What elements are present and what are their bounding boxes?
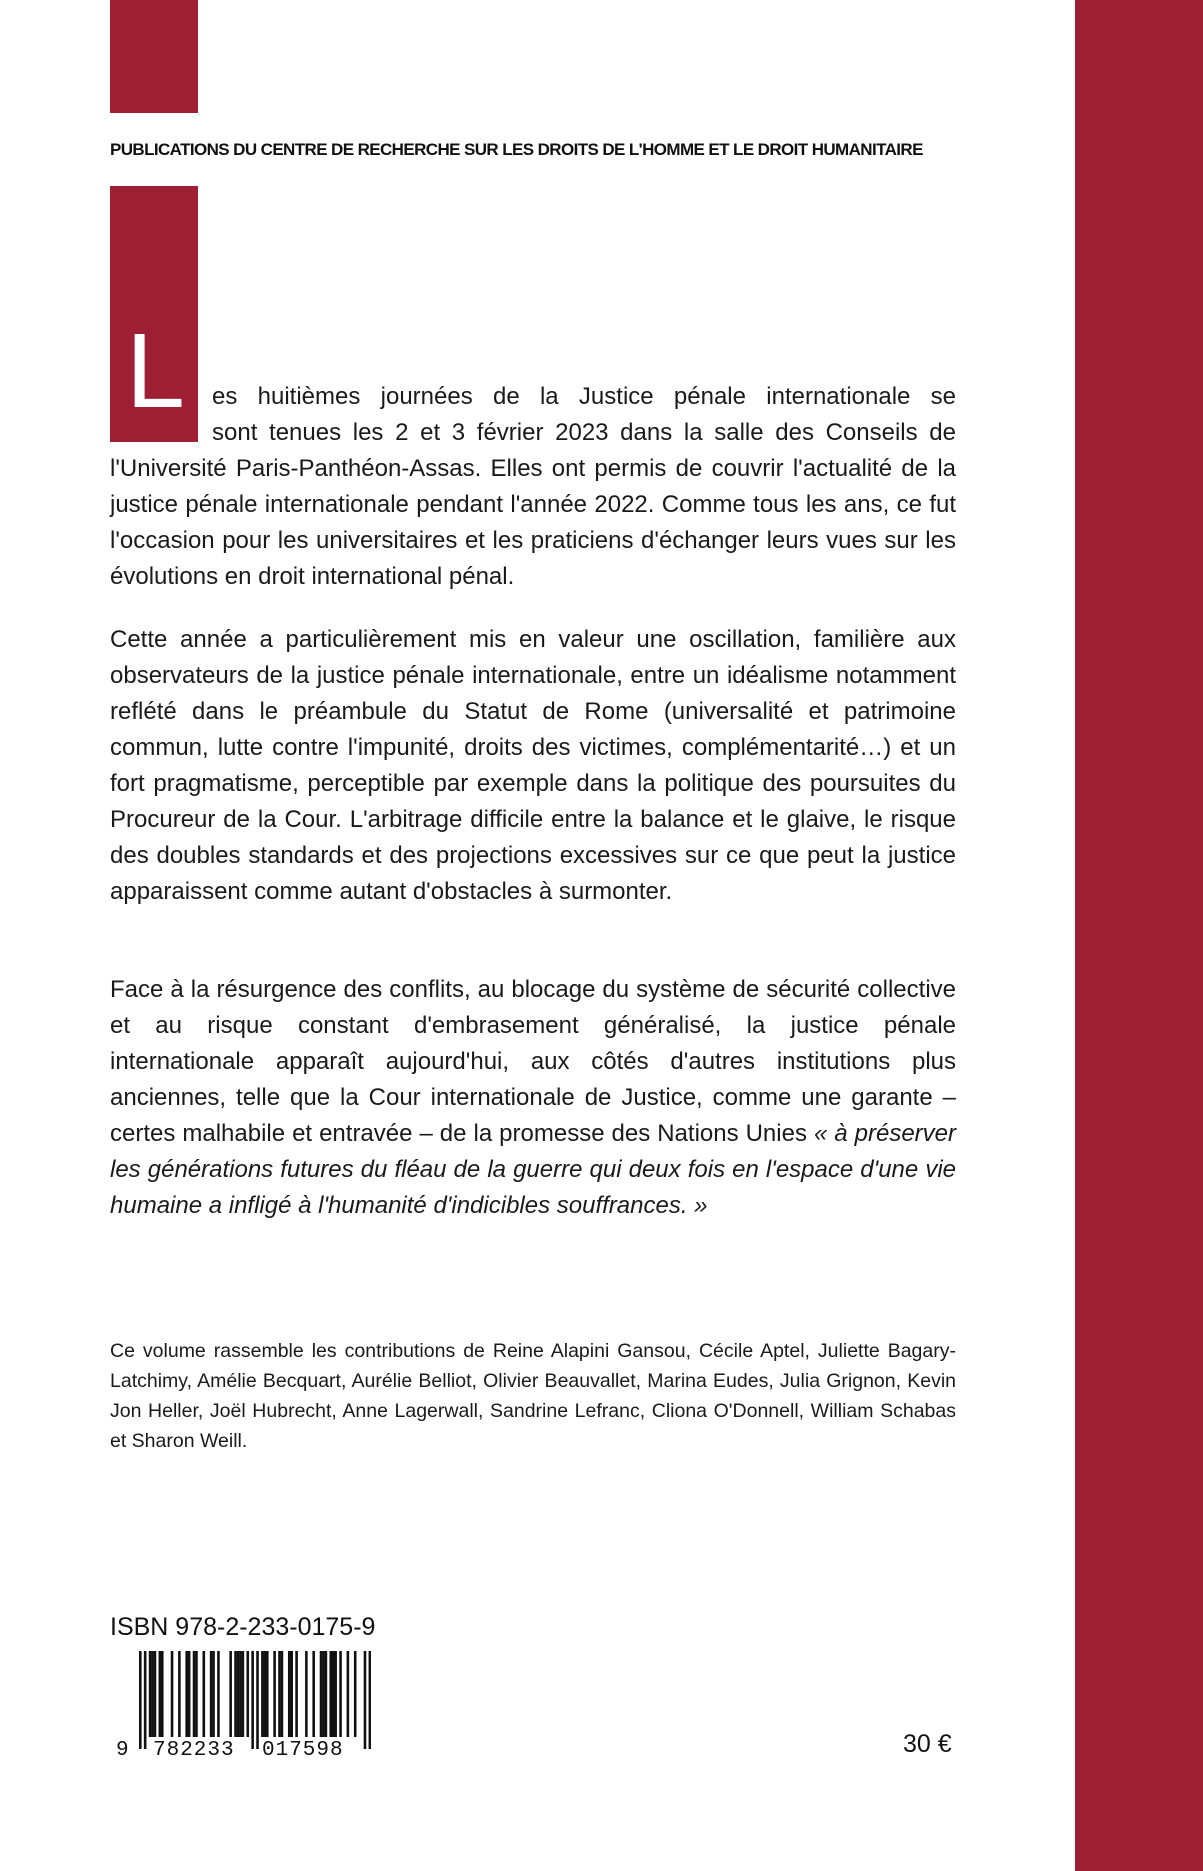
- paragraph-3: [110, 972, 956, 1224]
- barcode-bar: [246, 1651, 249, 1737]
- contributors-list: Ce volume rassemble les contributions de Reine Alapini Gansou, Cécile Aptel, Juliette Bagary-Latchimy, Amélie Becquart, Aurélie Belliot, Olivier Beauvallet, Marina Eudes, Julia Grignon, Kevin Jon Heller, Joël Hubrecht, Anne Lagerwall, Sandrine Lefranc, Cliona O'Donnell, William Schabas et Sharon Weill.: [110, 1340, 956, 1452]
- barcode-bar: [278, 1651, 281, 1737]
- barcode-bar: [251, 1651, 254, 1749]
- barcode-bar: [210, 1651, 213, 1737]
- barcode-bar: [171, 1651, 174, 1737]
- barcode-bar: [239, 1651, 242, 1737]
- barcode-bar: [264, 1651, 267, 1737]
- series-title: PUBLICATIONS DU CENTRE DE RECHERCHE SUR LES DROITS DE L'HOMME ET LE DROIT HUMANITAIRE: [110, 140, 923, 159]
- barcode-bar: [369, 1651, 371, 1749]
- barcode-bar: [144, 1651, 147, 1749]
- paragraph-1-line-1: es huitièmes journées de la Justice pénale internationale se: [212, 383, 956, 410]
- barcode-bar: [273, 1651, 276, 1737]
- paragraph-3-quote: « à préserver les générations futures du fléau de la guerre qui deux fois en l'espace d'une vie humaine a infligé à l'humanité d'indicibles souffrances. »: [110, 1120, 957, 1219]
- barcode-bar: [202, 1651, 205, 1737]
- barcode-bar: [178, 1651, 181, 1737]
- barcode-bar: [288, 1651, 291, 1737]
- barcode-bar: [334, 1651, 337, 1737]
- isbn: ISBN 978-2-233-0175-9: [110, 1613, 376, 1641]
- barcode-bar: [151, 1651, 154, 1737]
- paragraph-1-body: l'Université Paris-Panthéon-Assas. Elles ont permis de couvrir l'actualité de la justice pénale internationale pendant l'année 2022. Comme tous les ans, ce fut l'occasion pour les universitaires et les praticiens d'échanger leurs vues sur les évolutions en droit international pénal.: [110, 455, 956, 590]
- barcode-bar: [229, 1651, 232, 1737]
- paragraph-1-line-2: sont tenues les 2 et 3 février 2023 dans la salle des Conseils de: [212, 419, 956, 446]
- barcode-digit-lead: 9: [116, 1739, 129, 1762]
- barcode-bar: [242, 1651, 245, 1737]
- barcode-bar: [295, 1651, 298, 1737]
- barcode-bar: [212, 1651, 215, 1737]
- barcode-digits-left: 782233: [153, 1739, 235, 1762]
- top-color-block: [110, 0, 198, 113]
- barcode-bar: [312, 1651, 315, 1737]
- barcode-bar: [332, 1651, 335, 1737]
- barcode-bar: [322, 1651, 325, 1737]
- barcode-bars: [139, 1651, 371, 1749]
- barcode-bar: [234, 1651, 237, 1737]
- barcode-bar: [256, 1651, 259, 1749]
- barcode-bar: [188, 1651, 191, 1737]
- barcode-bar: [325, 1651, 328, 1737]
- dropcap-letter: L: [126, 312, 185, 430]
- barcode-bar: [329, 1651, 332, 1737]
- barcode-bar: [281, 1651, 284, 1737]
- barcode-bar: [347, 1651, 350, 1737]
- barcode-bar: [154, 1651, 157, 1737]
- paragraph-2: Cette année a particulièrement mis en valeur une oscillation, familière aux observateurs de la justice pénale internationale, entre un idéalisme notamment reflété dans le préambule du Statut de Rome (universalité et patrimoine commun, lutte contre l'impunité, droits des victimes, complémentarité…) et un fort pragmatisme, perceptible par exemple dans la politique des poursuites du Procureur de la Cour. L'arbitrage difficile entre la balance et le glaive, le risque des doubles standards et des projections excessives sur ce que peut la justice apparaissent comme autant d'obstacles à surmonter.: [110, 626, 956, 905]
- barcode-bar: [354, 1651, 357, 1737]
- barcode-bar: [237, 1651, 240, 1737]
- barcode-bar: [195, 1651, 198, 1737]
- barcode-bar: [159, 1651, 162, 1737]
- barcode-digits-right: 017598: [262, 1739, 344, 1762]
- barcode-bar: [339, 1651, 342, 1737]
- price: 30 €: [903, 1730, 952, 1758]
- barcode-bar: [290, 1651, 293, 1737]
- barcode-bar: [305, 1651, 308, 1737]
- barcode-bar: [261, 1651, 264, 1737]
- barcode-bar: [364, 1651, 367, 1749]
- barcode-bar: [161, 1651, 164, 1737]
- barcode-bar: [185, 1651, 188, 1737]
- barcode-bar: [320, 1651, 323, 1737]
- barcode-bar: [266, 1651, 269, 1737]
- barcode-bar: [217, 1651, 220, 1737]
- barcode-bar: [193, 1651, 196, 1737]
- right-color-band: [1075, 0, 1203, 1871]
- paragraph-3-text: Face à la résurgence des conflits, au blocage du système de sécurité collective et au risque constant d'embrasement généralisé, la justice pénale internationale apparaît aujourd'hui, aux côtés d'autres institutions plus anciennes, telle que la Cour internationale de Justice, comme une garante – certes malhabile et entravée – de la promesse des Nations Unies: [110, 976, 956, 1147]
- barcode-bar: [149, 1651, 152, 1737]
- barcode-bar: [139, 1651, 142, 1749]
